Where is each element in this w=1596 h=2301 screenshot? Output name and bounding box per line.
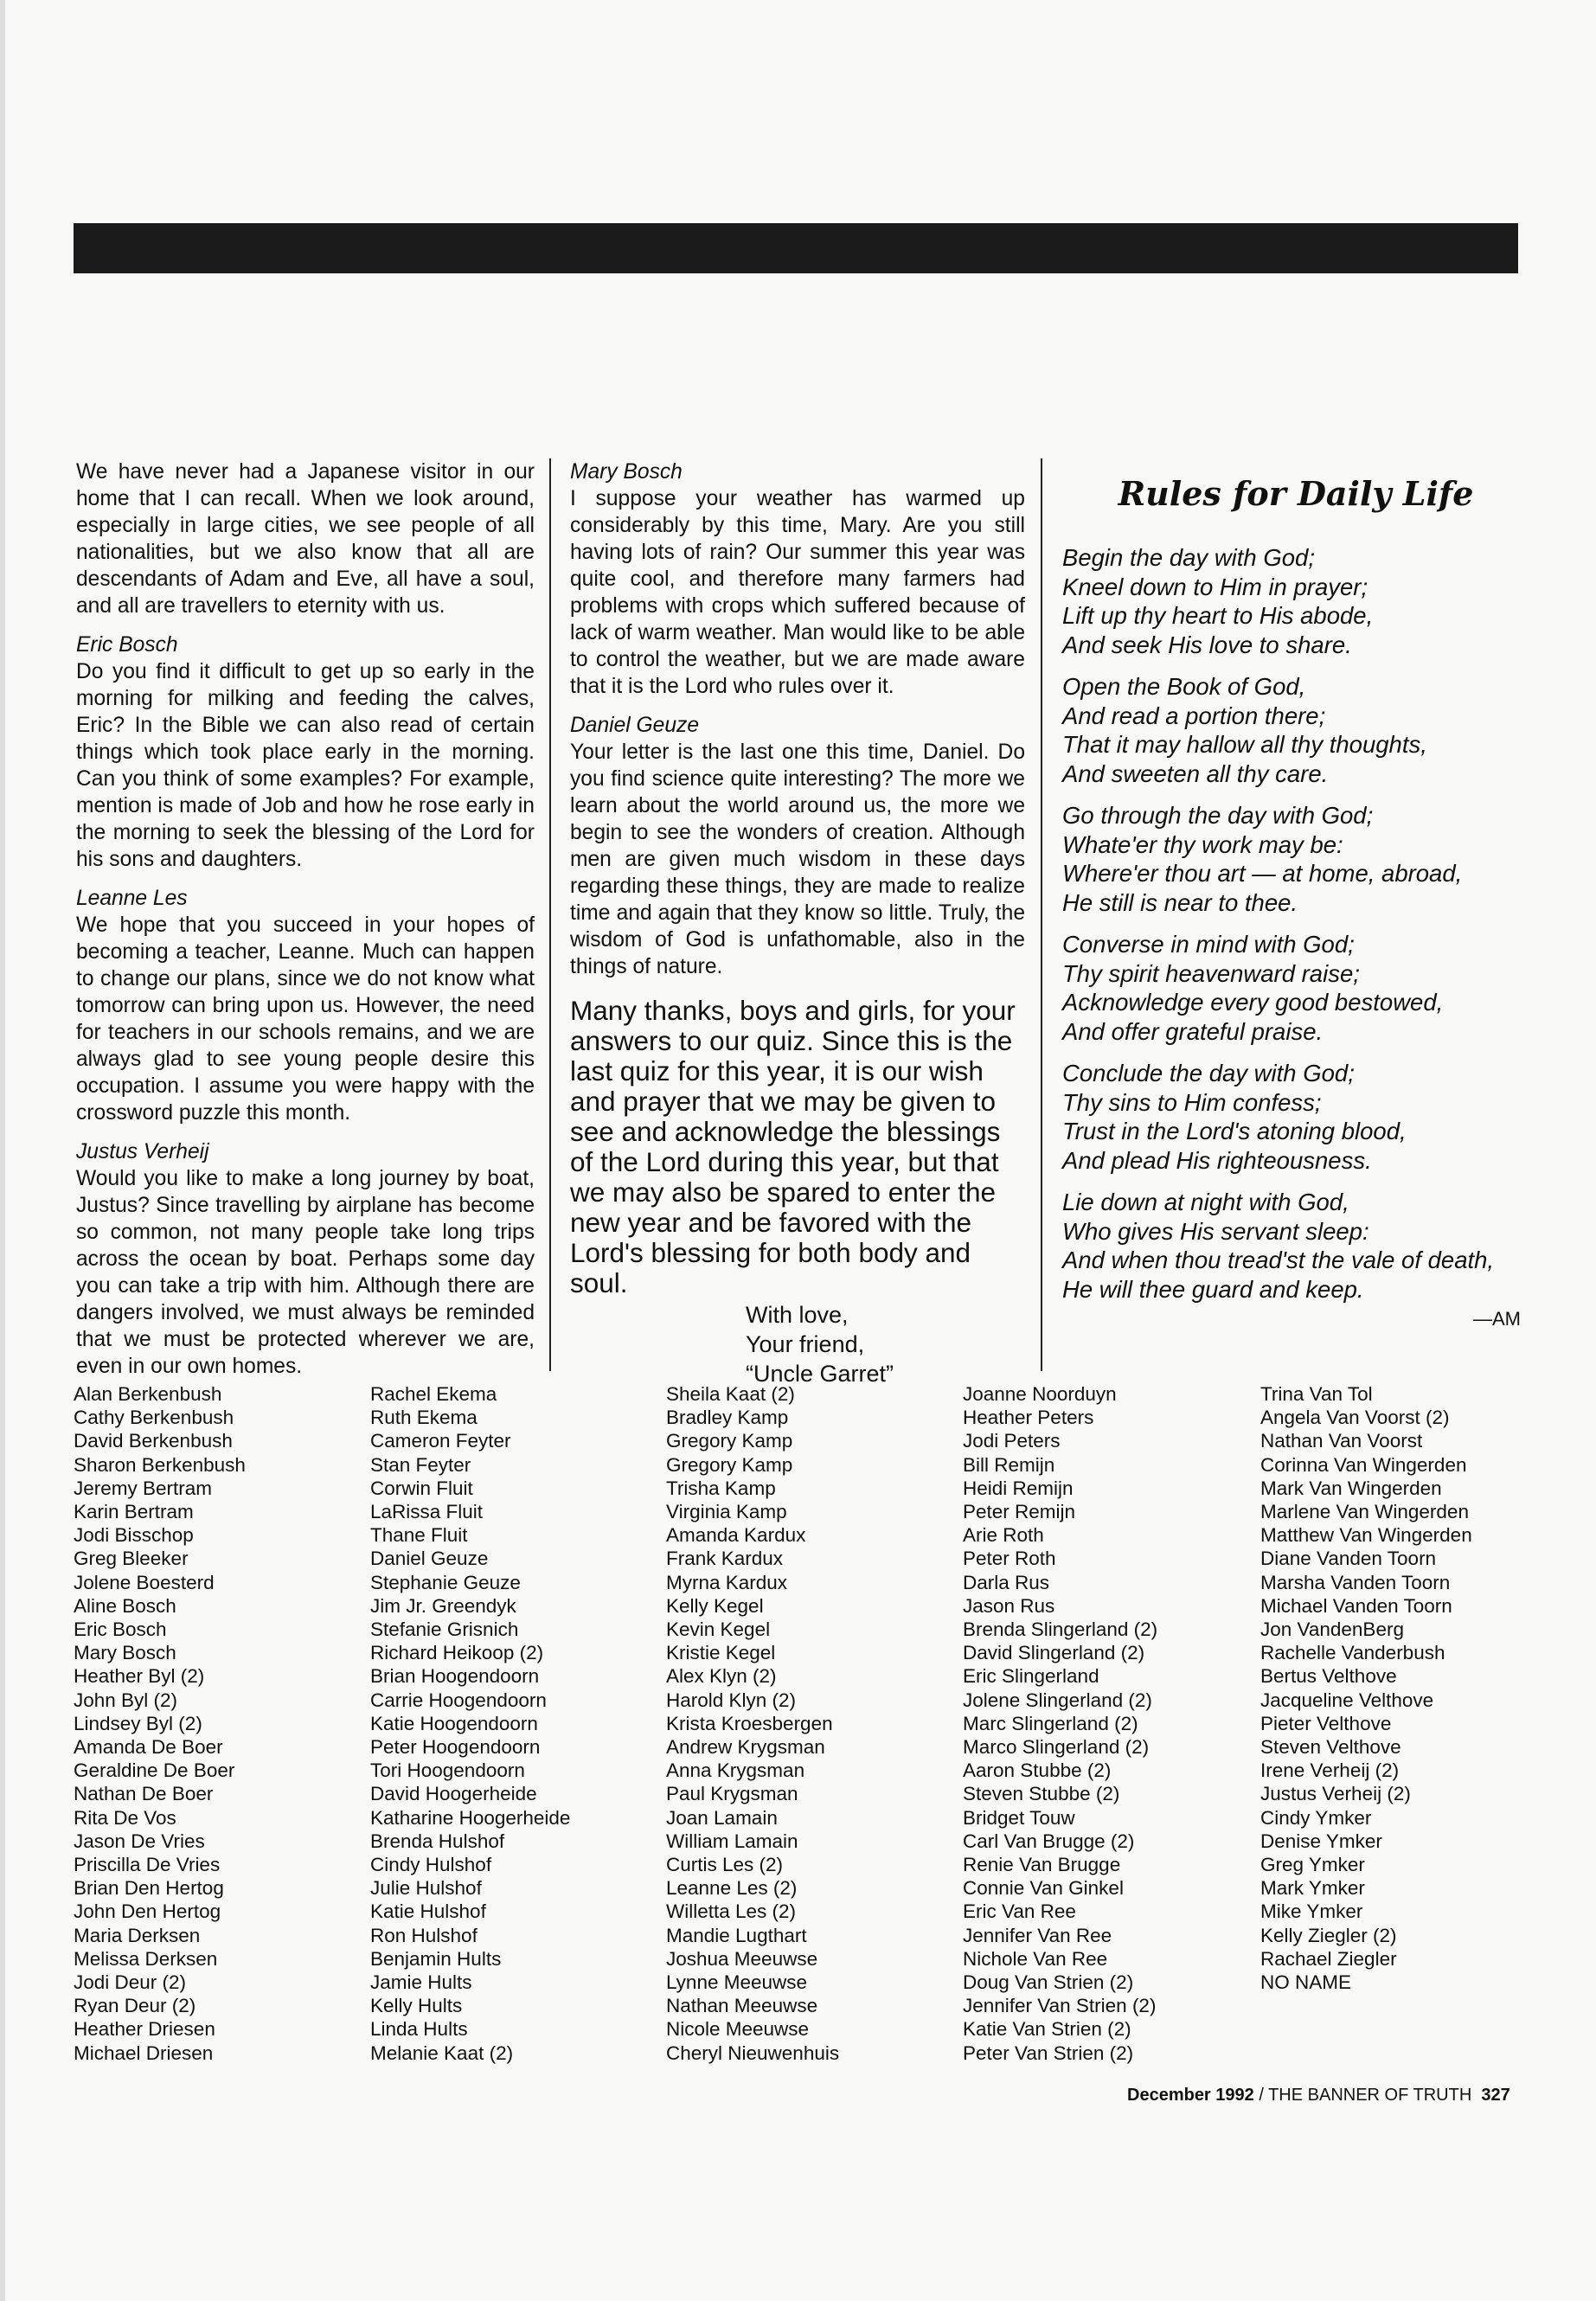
poem-line: Begin the day with God; xyxy=(1062,544,1315,571)
participant-name: Sharon Berkenbush xyxy=(74,1453,246,1476)
participant-name: Greg Ymker xyxy=(1260,1854,1365,1876)
participant-name: Amanda Kardux xyxy=(666,1524,806,1547)
participant-name: Kristie Kegel xyxy=(666,1642,776,1664)
page-footer xyxy=(1127,2086,1510,2106)
participant-name: David Berkenbush xyxy=(74,1430,233,1452)
footer-publication: / THE BANNER OF TRUTH xyxy=(1253,2086,1472,2105)
participant-name: Connie Van Ginkel xyxy=(963,1877,1124,1900)
participant-name: Nicole Meeuwse xyxy=(666,2018,810,2041)
participant-name: Priscilla De Vries xyxy=(74,1854,221,1876)
participant-name: Mary Bosch xyxy=(74,1642,176,1664)
participant-name: Alan Berkenbush xyxy=(74,1383,222,1405)
letter-reply xyxy=(570,458,1025,700)
participant-name: Ruth Ekema xyxy=(370,1407,478,1429)
participant-name: Ron Hulshof xyxy=(370,1924,478,1946)
participant-name: Anna Krygsman xyxy=(666,1759,805,1782)
participant-name: Aaron Stubbe (2) xyxy=(963,1759,1112,1782)
poem-line: Lift up thy heart to His abode, xyxy=(1062,602,1374,629)
participant-name: Aline Bosch xyxy=(74,1594,176,1617)
poem xyxy=(1062,474,1521,1330)
poem-title: Rules for Daily Life xyxy=(1118,474,1474,513)
participant-name: Ryan Deur (2) xyxy=(74,1995,196,2017)
participant-name: Jon VandenBerg xyxy=(1260,1618,1404,1641)
participant-name: Jason De Vries xyxy=(74,1830,205,1852)
letter-reply xyxy=(76,631,535,873)
poem-line: Who gives His servant sleep: xyxy=(1062,1217,1369,1245)
signoff xyxy=(746,1300,1025,1388)
poem-stanza xyxy=(1062,672,1521,788)
participant-name: Kelly Kegel xyxy=(666,1594,764,1617)
recipient-name: Leanne Les xyxy=(76,887,188,910)
participant-name: Eric Van Ree xyxy=(963,1900,1076,1923)
poem-stanza xyxy=(1062,801,1521,917)
participant-name: Diane Vanden Toorn xyxy=(1260,1548,1437,1570)
recipient-name: Justus Verheij xyxy=(76,1140,209,1163)
participant-name: Harold Klyn (2) xyxy=(666,1689,797,1711)
participant-name: Corinna Van Wingerden xyxy=(1260,1453,1467,1476)
participant-name: Justus Verheij (2) xyxy=(1260,1783,1411,1805)
participant-name: John Den Hertog xyxy=(74,1900,221,1923)
participant-name: Katie Hulshof xyxy=(370,1900,486,1923)
participant-name: Heather Peters xyxy=(963,1407,1094,1429)
reply-text: We have never had a Japanese visitor in our home that I can recall. When we look around, especially in large cities, we see people of all nationalities, but we also know that all are descendants of Adam and Eve, all have a soul, and all are travellers to eternity with us. xyxy=(76,460,535,618)
poem-line: And sweeten all thy care. xyxy=(1062,760,1329,787)
letter-reply xyxy=(76,1138,535,1380)
participant-name: Melanie Kaat (2) xyxy=(370,2041,514,2064)
participant-name: Andrew Krygsman xyxy=(666,1736,825,1759)
poem-line: And when thou tread'st the vale of death, xyxy=(1062,1247,1495,1273)
letter-reply xyxy=(76,458,535,619)
participant-name: Marlene Van Wingerden xyxy=(1260,1501,1469,1523)
letters-column-middle xyxy=(570,458,1025,1388)
reply-text: Your letter is the last one this time, Daniel. Do you find science quite interesting? The more we learn about the world around us, the more we begin to see the wonders of creation. Although men are given much wisdom in these days regarding these things, they are made to realize time and again that they know so little. Truly, the wisdom of God is unfathomable, also in the things of nature. xyxy=(570,740,1025,978)
reply-text: I suppose your weather has warmed up considerably by this time, Mary. Are you still having lots of rain? Our summer this year was quite cool, and therefore many farmers had problems with crops which suffered because of lack of warm weather. Man would like to be able to control the weather, but we are made aware that it is the Lord who rules over it. xyxy=(570,487,1025,698)
participant-name: Willetta Les (2) xyxy=(666,1900,797,1923)
participant-name: Nathan Meeuwse xyxy=(666,1995,818,2017)
participant-name: Arie Roth xyxy=(963,1524,1044,1547)
participant-name: Eric Bosch xyxy=(74,1618,167,1641)
participant-name: Trisha Kamp xyxy=(666,1477,776,1499)
signature: “Uncle Garret” xyxy=(746,1361,894,1387)
participant-name: Geraldine De Boer xyxy=(74,1759,235,1782)
participant-name: Jeremy Bertram xyxy=(74,1477,213,1499)
page-number: 327 xyxy=(1481,2086,1510,2105)
participant-name: Jodi Peters xyxy=(963,1430,1061,1452)
participant-name: Rachael Ziegler xyxy=(1260,1947,1397,1970)
participant-name: Tori Hoogendoorn xyxy=(370,1759,525,1782)
header-banner xyxy=(74,223,1518,273)
participant-name: NO NAME xyxy=(1260,1971,1352,1994)
participant-name: Kevin Kegel xyxy=(666,1618,771,1641)
participant-name: Brenda Slingerland (2) xyxy=(963,1618,1158,1641)
poem-line: Lie down at night with God, xyxy=(1062,1189,1349,1215)
participant-name: Steven Stubbe (2) xyxy=(963,1783,1120,1805)
participant-name: Krista Kroesbergen xyxy=(666,1712,833,1734)
participant-name: Stefanie Grisnich xyxy=(370,1618,519,1641)
participant-name: Stephanie Geuze xyxy=(370,1571,521,1593)
poem-line: Converse in mind with God; xyxy=(1062,931,1355,958)
participant-name: Marc Slingerland (2) xyxy=(963,1712,1138,1734)
participant-name: Cathy Berkenbush xyxy=(74,1407,234,1429)
participant-name: Leanne Les (2) xyxy=(666,1877,798,1900)
participant-name: Peter Van Strien (2) xyxy=(963,2041,1134,2064)
participant-name: Karin Bertram xyxy=(74,1501,194,1523)
participant-name: Gregory Kamp xyxy=(666,1453,793,1476)
letters-column-left xyxy=(76,458,535,1392)
participant-name: Angela Van Voorst (2) xyxy=(1260,1407,1450,1429)
names-column xyxy=(1260,1382,1472,1994)
participant-name: Rachelle Vanderbush xyxy=(1260,1642,1445,1664)
participant-name: Richard Heikoop (2) xyxy=(370,1642,544,1664)
poem-line: Thy spirit heavenward raise; xyxy=(1062,959,1360,987)
names-column xyxy=(963,1382,1157,2065)
participant-name: Rita De Vos xyxy=(74,1806,176,1829)
participant-name: Michael Vanden Toorn xyxy=(1260,1594,1452,1617)
poem-stanzas xyxy=(1062,543,1521,1304)
participant-name: Joshua Meeuwse xyxy=(666,1947,818,1970)
participant-name: Jennifer Van Ree xyxy=(963,1924,1112,1946)
letter-reply xyxy=(76,885,535,1126)
poem-line: And read a portion there; xyxy=(1062,702,1326,729)
participant-name: Julie Hulshof xyxy=(370,1877,482,1900)
participant-name: Steven Velthove xyxy=(1260,1736,1401,1759)
participant-name: Denise Ymker xyxy=(1260,1830,1382,1852)
participant-name: Peter Roth xyxy=(963,1548,1056,1570)
participant-name: Corwin Fluit xyxy=(370,1477,473,1499)
participant-name: Marsha Vanden Toorn xyxy=(1260,1571,1451,1593)
participant-name: Jacqueline Velthove xyxy=(1260,1689,1434,1711)
poem-stanza xyxy=(1062,543,1521,659)
participant-name: Cameron Feyter xyxy=(370,1430,511,1452)
participant-name: Jodi Deur (2) xyxy=(74,1971,187,1994)
participant-name: Mandie Lugthart xyxy=(666,1924,807,1946)
poem-line: Whate'er thy work may be: xyxy=(1062,830,1343,858)
participant-name: Mark Ymker xyxy=(1260,1877,1365,1900)
participant-name: Heather Driesen xyxy=(74,2018,215,2041)
recipient-name: Eric Bosch xyxy=(76,633,178,657)
participant-name: Michael Driesen xyxy=(74,2041,214,2064)
participant-name: Mark Van Wingerden xyxy=(1260,1477,1442,1499)
poem-line: He still is near to thee. xyxy=(1062,888,1298,916)
poem-line: And plead His righteousness. xyxy=(1062,1146,1372,1174)
closing-thanks: Many thanks, boys and girls, for your answers to our quiz. Since this is the last quiz for this year, it is our wish and prayer that we may be given to see and acknowledge the blessings of the Lord during this year, but that we may also be spared to enter the new year and be favored with the Lord's blessing for both body and soul. xyxy=(570,995,1016,1298)
participant-name: Irene Verheij (2) xyxy=(1260,1759,1400,1782)
participant-name: Melissa Derksen xyxy=(74,1947,218,1970)
participant-name: Nichole Van Ree xyxy=(963,1947,1108,1970)
participant-name: David Hoogerheide xyxy=(370,1783,537,1805)
participant-name: Jim Jr. Greendyk xyxy=(370,1594,516,1617)
participant-name: David Slingerland (2) xyxy=(963,1642,1145,1664)
participant-name: Cindy Ymker xyxy=(1260,1806,1372,1829)
participant-name: Linda Hults xyxy=(370,2018,468,2041)
participant-name: Katie Hoogendoorn xyxy=(370,1712,538,1734)
poem-stanza xyxy=(1062,1188,1521,1304)
participant-name: Benjamin Hults xyxy=(370,1947,502,1970)
participant-name: Mike Ymker xyxy=(1260,1900,1363,1923)
scan-edge xyxy=(0,0,5,2301)
participant-name: Kelly Hults xyxy=(370,1995,463,2017)
poem-line: Kneel down to Him in prayer; xyxy=(1062,573,1368,600)
participant-name: Cheryl Nieuwenhuis xyxy=(666,2041,840,2064)
participant-name: Renie Van Brugge xyxy=(963,1854,1121,1876)
participant-name: Brenda Hulshof xyxy=(370,1830,505,1852)
participant-name: Lynne Meeuwse xyxy=(666,1971,808,1994)
poem-line: Conclude the day with God; xyxy=(1062,1060,1355,1086)
poem-line: He will thee guard and keep. xyxy=(1062,1275,1364,1303)
participant-name: Alex Klyn (2) xyxy=(666,1665,777,1688)
participant-name: Amanda De Boer xyxy=(74,1736,223,1759)
participant-name: Brian Den Hertog xyxy=(74,1877,224,1900)
participant-name: Rachel Ekema xyxy=(370,1383,497,1405)
participant-name: Katie Van Strien (2) xyxy=(963,2018,1131,2041)
participant-name: John Byl (2) xyxy=(74,1689,178,1711)
participant-name: Jolene Slingerland (2) xyxy=(963,1689,1152,1711)
participant-name: Carl Van Brugge (2) xyxy=(963,1830,1135,1852)
participant-name: Carrie Hoogendoorn xyxy=(370,1689,547,1711)
reply-text: Would you like to make a long journey by boat, Justus? Since travelling by airplane has become so common, not many people take long trips across the ocean by boat. Perhaps some day you can take a trip with him. Although there are dangers involved, we must always be reminded that we must be protected wherever we are, even in our own homes. xyxy=(76,1167,535,1378)
names-column xyxy=(666,1382,839,2065)
participant-name: Gregory Kamp xyxy=(666,1430,793,1452)
poem-line: Where'er thou art — at home, abroad, xyxy=(1062,860,1463,887)
participant-name: Eric Slingerland xyxy=(963,1665,1099,1688)
poem-line: And seek His love to share. xyxy=(1062,631,1352,658)
participant-name: Virginia Kamp xyxy=(666,1501,787,1523)
participant-name: Frank Kardux xyxy=(666,1548,784,1570)
participant-name: Daniel Geuze xyxy=(370,1548,489,1570)
participant-name: Curtis Les (2) xyxy=(666,1854,784,1876)
participant-name: LaRissa Fluit xyxy=(370,1501,484,1523)
participant-name: Katharine Hoogerheide xyxy=(370,1806,571,1829)
participant-name: Bertus Velthove xyxy=(1260,1665,1397,1688)
participant-name: Pieter Velthove xyxy=(1260,1712,1392,1734)
participant-name: Marco Slingerland (2) xyxy=(963,1736,1150,1759)
footer-date: December 1992 xyxy=(1127,2086,1254,2105)
participant-name: Joan Lamain xyxy=(666,1806,778,1829)
participant-name: Lindsey Byl (2) xyxy=(74,1712,202,1734)
poem-line: Trust in the Lord's atoning blood, xyxy=(1062,1118,1407,1144)
participant-name: Matthew Van Wingerden xyxy=(1260,1524,1472,1547)
participant-name: Greg Bleeker xyxy=(74,1548,189,1570)
participant-name: Nathan Van Voorst xyxy=(1260,1430,1423,1452)
participant-name: Bridget Touw xyxy=(963,1806,1075,1829)
names-column xyxy=(74,1382,246,2065)
participant-name: Jennifer Van Strien (2) xyxy=(963,1995,1157,2017)
column-divider xyxy=(549,458,551,1371)
recipient-name: Mary Bosch xyxy=(570,460,683,484)
participant-name: Jason Rus xyxy=(963,1594,1055,1617)
poem-line: And offer grateful praise. xyxy=(1062,1017,1324,1045)
participant-name: Kelly Ziegler (2) xyxy=(1260,1924,1397,1946)
recipient-name: Daniel Geuze xyxy=(570,714,700,737)
middle-letters xyxy=(570,458,1025,980)
participant-name: Jolene Boesterd xyxy=(74,1571,215,1593)
participant-name: Peter Hoogendoorn xyxy=(370,1736,541,1759)
participant-name: Jamie Hults xyxy=(370,1971,472,1994)
participant-name: Jodi Bisschop xyxy=(74,1524,194,1547)
your-friend: Your friend, xyxy=(746,1331,865,1357)
poem-line: Go through the day with God; xyxy=(1062,802,1374,829)
participant-name: Paul Krygsman xyxy=(666,1783,798,1805)
poem-line: That it may hallow all thy thoughts, xyxy=(1062,731,1427,758)
participant-name: Darla Rus xyxy=(963,1571,1050,1593)
participant-name: Nathan De Boer xyxy=(74,1783,214,1805)
with-love: With love, xyxy=(746,1302,849,1328)
reply-text: We hope that you succeed in your hopes of becoming a teacher, Leanne. Much can happen to change our plans, since we do not know what tomorrow can bring upon us. However, the need for teachers in our schools remains, and we are always glad to see young people desire this occupation. I assume you were happy with the crossword puzzle this month. xyxy=(76,913,535,1125)
column-divider xyxy=(1041,458,1042,1371)
poem-stanza xyxy=(1062,1059,1521,1175)
participant-name: Sheila Kaat (2) xyxy=(666,1383,795,1405)
participant-name: Myrna Kardux xyxy=(666,1571,788,1593)
participant-name: Heidi Remijn xyxy=(963,1477,1074,1499)
participant-name: Brian Hoogendoorn xyxy=(370,1665,540,1688)
participant-name: Joanne Noorduyn xyxy=(963,1383,1117,1405)
participant-name: Heather Byl (2) xyxy=(74,1665,205,1688)
participant-name: Thane Fluit xyxy=(370,1524,468,1547)
poem-attribution: —AM xyxy=(1473,1308,1521,1330)
participant-name: Trina Van Tol xyxy=(1260,1383,1373,1405)
participant-name: Peter Remijn xyxy=(963,1501,1076,1523)
letter-reply xyxy=(570,712,1025,980)
poem-line: Thy sins to Him confess; xyxy=(1062,1088,1322,1116)
poem-stanza xyxy=(1062,930,1521,1046)
participant-name: Stan Feyter xyxy=(370,1453,471,1476)
participant-name: Bill Remijn xyxy=(963,1453,1055,1476)
participant-name: Bradley Kamp xyxy=(666,1407,789,1429)
participant-name: Cindy Hulshof xyxy=(370,1854,492,1876)
reply-text: Do you find it difficult to get up so early in the morning for milking and feeding the calves, Eric? In the Bible we can also read of certain things which took place early in the morning. Can you think of some examples? For example, mention is made of Job and how he rose early in the morning to seek the blessing of the Lord for his sons and daughters. xyxy=(76,660,535,871)
poem-line: Acknowledge every good bestowed, xyxy=(1062,989,1444,1016)
participant-name: Maria Derksen xyxy=(74,1924,201,1946)
participant-name: William Lamain xyxy=(666,1830,798,1852)
names-column xyxy=(370,1382,570,2065)
poem-line: Open the Book of God, xyxy=(1062,673,1306,700)
participant-name: Doug Van Strien (2) xyxy=(963,1971,1134,1994)
